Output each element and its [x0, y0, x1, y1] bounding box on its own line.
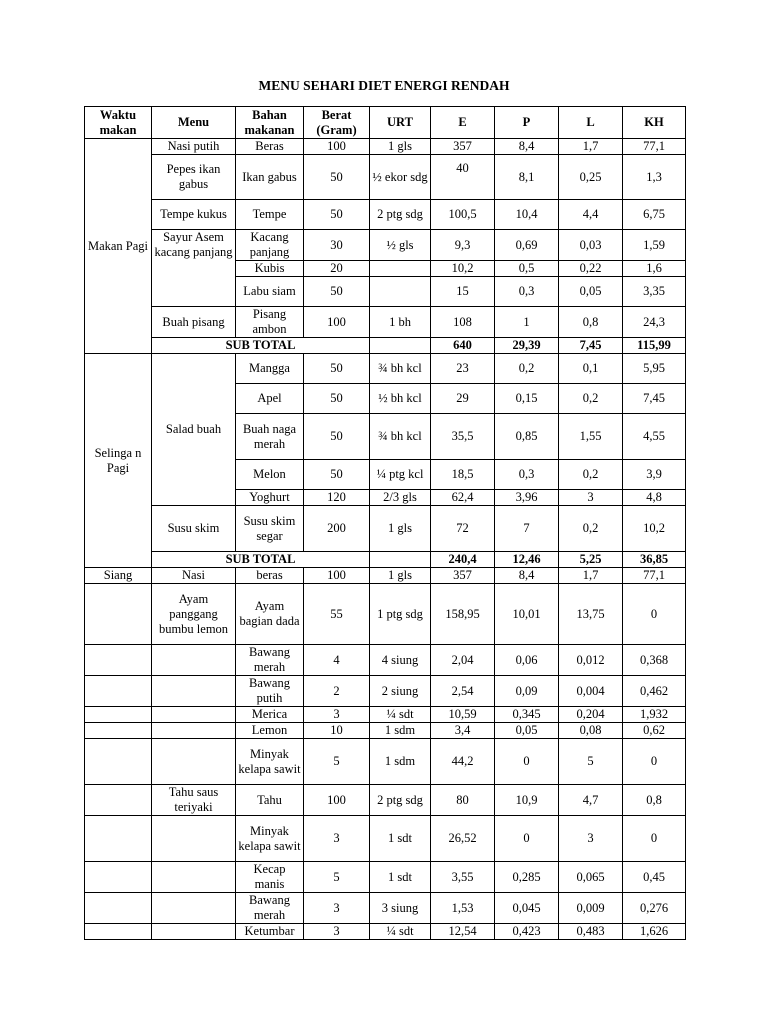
table-row	[85, 307, 686, 338]
subtotal-l: 5,25	[559, 552, 623, 568]
urt-cell: 4 siung	[370, 645, 431, 676]
e-cell: 1,53	[431, 893, 495, 924]
urt-cell: ½ bh kcl	[370, 384, 431, 414]
p-cell: 0	[495, 816, 559, 862]
table-row	[85, 568, 686, 584]
menu-cell: Ayam panggang bumbu lemon	[152, 584, 236, 645]
l-cell: 0,22	[559, 261, 623, 277]
urt-cell: 1 bh	[370, 307, 431, 338]
e-cell: 44,2	[431, 739, 495, 785]
diet-menu-table	[84, 106, 686, 940]
e-cell: 15	[431, 277, 495, 307]
subtotal-row	[85, 552, 686, 568]
berat-cell: 50	[304, 460, 370, 490]
l-cell: 4,7	[559, 785, 623, 816]
menu-cell: Susu skim	[152, 506, 236, 552]
urt-cell: 2 siung	[370, 676, 431, 707]
waktu-empty	[85, 723, 152, 739]
menu-cell: Tempe kukus	[152, 200, 236, 230]
p-cell: 0,045	[495, 893, 559, 924]
p-cell: 0,285	[495, 862, 559, 893]
berat-cell: 3	[304, 816, 370, 862]
bahan-cell: Minyak kelapa sawit	[236, 816, 304, 862]
kh-cell: 1,626	[623, 924, 686, 940]
bahan-cell: Ikan gabus	[236, 155, 304, 200]
subtotal-kh: 36,85	[623, 552, 686, 568]
berat-cell: 200	[304, 506, 370, 552]
kh-cell: 1,6	[623, 261, 686, 277]
p-cell: 0,09	[495, 676, 559, 707]
bahan-cell: Bawang merah	[236, 893, 304, 924]
waktu-empty	[85, 584, 152, 645]
kh-cell: 10,2	[623, 506, 686, 552]
urt-cell: 3 siung	[370, 893, 431, 924]
e-cell: 12,54	[431, 924, 495, 940]
bahan-cell: Kecap manis	[236, 862, 304, 893]
menu-empty	[152, 862, 236, 893]
berat-cell: 55	[304, 584, 370, 645]
table-row	[85, 739, 686, 785]
p-cell: 8,4	[495, 568, 559, 584]
kh-cell: 1,932	[623, 707, 686, 723]
berat-cell: 5	[304, 862, 370, 893]
urt-cell: ¾ bh kcl	[370, 414, 431, 460]
subtotal-e: 640	[431, 338, 495, 354]
subtotal-p: 12,46	[495, 552, 559, 568]
kh-cell: 4,8	[623, 490, 686, 506]
kh-cell: 0	[623, 584, 686, 645]
l-cell: 0,009	[559, 893, 623, 924]
e-cell: 72	[431, 506, 495, 552]
menu-cell: Pepes ikan gabus	[152, 155, 236, 200]
kh-cell: 0,276	[623, 893, 686, 924]
waktu-empty	[85, 676, 152, 707]
urt-cell: 2 ptg sdg	[370, 785, 431, 816]
bahan-cell: Kacang panjang	[236, 230, 304, 261]
e-cell: 18,5	[431, 460, 495, 490]
urt-cell: 2/3 gls	[370, 490, 431, 506]
urt-cell: 1 gls	[370, 139, 431, 155]
header-waktu: Waktu makan	[85, 107, 152, 139]
bahan-cell: Pisang ambon	[236, 307, 304, 338]
bahan-cell: Yoghurt	[236, 490, 304, 506]
subtotal-label: SUB TOTAL	[152, 552, 370, 568]
document-title: MENU SEHARI DIET ENERGI RENDAH	[258, 78, 510, 93]
bahan-cell: Tempe	[236, 200, 304, 230]
table-header-row	[85, 107, 686, 139]
urt-cell: ¼ sdt	[370, 924, 431, 940]
p-cell: 0,5	[495, 261, 559, 277]
subtotal-row	[85, 338, 686, 354]
menu-cell: Sayur Asem kacang panjang	[152, 230, 236, 307]
p-cell: 0,15	[495, 384, 559, 414]
bahan-cell: Melon	[236, 460, 304, 490]
berat-cell: 50	[304, 277, 370, 307]
table-row	[85, 200, 686, 230]
waktu-empty	[85, 924, 152, 940]
urt-cell: ¼ sdt	[370, 707, 431, 723]
p-cell: 0,3	[495, 460, 559, 490]
e-cell: 10,2	[431, 261, 495, 277]
berat-cell: 20	[304, 261, 370, 277]
waktu-empty	[85, 785, 152, 816]
l-cell: 0,05	[559, 277, 623, 307]
urt-cell	[370, 552, 431, 568]
kh-cell: 0,45	[623, 862, 686, 893]
kh-cell: 1,59	[623, 230, 686, 261]
p-cell: 0,69	[495, 230, 559, 261]
table-row	[85, 230, 686, 261]
header-berat: Berat (Gram)	[304, 107, 370, 139]
urt-cell	[370, 338, 431, 354]
p-cell: 0,3	[495, 277, 559, 307]
subtotal-p: 29,39	[495, 338, 559, 354]
bahan-cell: Bawang merah	[236, 645, 304, 676]
subtotal-e: 240,4	[431, 552, 495, 568]
berat-cell: 2	[304, 676, 370, 707]
kh-cell: 0	[623, 739, 686, 785]
menu-empty	[152, 645, 236, 676]
l-cell: 5	[559, 739, 623, 785]
p-cell: 0,423	[495, 924, 559, 940]
berat-cell: 120	[304, 490, 370, 506]
e-cell: 3,55	[431, 862, 495, 893]
berat-cell: 3	[304, 924, 370, 940]
e-cell: 62,4	[431, 490, 495, 506]
kh-cell: 3,35	[623, 277, 686, 307]
menu-empty	[152, 739, 236, 785]
berat-cell: 50	[304, 354, 370, 384]
e-cell: 35,5	[431, 414, 495, 460]
waktu-siang: Siang	[85, 568, 152, 584]
e-cell: 357	[431, 568, 495, 584]
menu-empty	[152, 893, 236, 924]
bahan-cell: Ayam bagian dada	[236, 584, 304, 645]
l-cell: 0,25	[559, 155, 623, 200]
menu-empty	[152, 707, 236, 723]
table-row	[85, 816, 686, 862]
p-cell: 7	[495, 506, 559, 552]
bahan-cell: Ketumbar	[236, 924, 304, 940]
bahan-cell: Mangga	[236, 354, 304, 384]
berat-cell: 5	[304, 739, 370, 785]
p-cell: 0,345	[495, 707, 559, 723]
berat-cell: 30	[304, 230, 370, 261]
urt-cell: 2 ptg sdg	[370, 200, 431, 230]
header-menu: Menu	[152, 107, 236, 139]
l-cell: 4,4	[559, 200, 623, 230]
kh-cell: 3,9	[623, 460, 686, 490]
kh-cell: 0,368	[623, 645, 686, 676]
menu-empty	[152, 723, 236, 739]
berat-cell: 50	[304, 384, 370, 414]
p-cell: 0	[495, 739, 559, 785]
e-cell: 100,5	[431, 200, 495, 230]
e-cell: 10,59	[431, 707, 495, 723]
l-cell: 0,2	[559, 506, 623, 552]
e-cell: 9,3	[431, 230, 495, 261]
l-cell: 0,004	[559, 676, 623, 707]
p-cell: 0,2	[495, 354, 559, 384]
l-cell: 1,55	[559, 414, 623, 460]
urt-cell: 1 sdt	[370, 816, 431, 862]
urt-cell: 1 gls	[370, 506, 431, 552]
l-cell: 0,012	[559, 645, 623, 676]
kh-cell: 5,95	[623, 354, 686, 384]
e-cell: 158,95	[431, 584, 495, 645]
waktu-empty	[85, 707, 152, 723]
l-cell: 1,7	[559, 139, 623, 155]
bahan-cell: Tahu	[236, 785, 304, 816]
p-cell: 0,05	[495, 723, 559, 739]
table-row	[85, 645, 686, 676]
e-cell: 29	[431, 384, 495, 414]
berat-cell: 100	[304, 568, 370, 584]
table-row	[85, 893, 686, 924]
urt-cell: ½ ekor sdg	[370, 155, 431, 200]
e-cell: 3,4	[431, 723, 495, 739]
l-cell: 0,8	[559, 307, 623, 338]
urt-cell: ¼ ptg kcl	[370, 460, 431, 490]
l-cell: 0,2	[559, 460, 623, 490]
waktu-selingan-pagi: Selinga n Pagi	[85, 354, 152, 568]
waktu-empty	[85, 739, 152, 785]
e-cell: 26,52	[431, 816, 495, 862]
header-urt: URT	[370, 107, 431, 139]
l-cell: 0,08	[559, 723, 623, 739]
subtotal-l: 7,45	[559, 338, 623, 354]
berat-cell: 50	[304, 155, 370, 200]
urt-cell: 1 ptg sdg	[370, 584, 431, 645]
header-l: L	[559, 107, 623, 139]
waktu-empty	[85, 816, 152, 862]
l-cell: 0,1	[559, 354, 623, 384]
p-cell: 3,96	[495, 490, 559, 506]
waktu-empty	[85, 862, 152, 893]
table-row	[85, 584, 686, 645]
urt-cell: 1 sdt	[370, 862, 431, 893]
berat-cell: 4	[304, 645, 370, 676]
table-row	[85, 924, 686, 940]
berat-cell: 100	[304, 307, 370, 338]
urt-cell	[370, 277, 431, 307]
p-cell: 0,06	[495, 645, 559, 676]
table-row	[85, 785, 686, 816]
berat-cell: 3	[304, 893, 370, 924]
berat-cell: 50	[304, 414, 370, 460]
kh-cell: 0	[623, 816, 686, 862]
header-bahan: Bahan makanan	[236, 107, 304, 139]
urt-cell: 1 sdm	[370, 739, 431, 785]
berat-cell: 3	[304, 707, 370, 723]
table-row	[85, 707, 686, 723]
kh-cell: 0,8	[623, 785, 686, 816]
menu-cell: Salad buah	[152, 354, 236, 506]
bahan-cell: Buah naga merah	[236, 414, 304, 460]
menu-cell: Nasi	[152, 568, 236, 584]
waktu-empty	[85, 645, 152, 676]
table-row	[85, 506, 686, 552]
l-cell: 3	[559, 490, 623, 506]
table-row	[85, 723, 686, 739]
e-cell: 2,04	[431, 645, 495, 676]
bahan-cell: Lemon	[236, 723, 304, 739]
e-cell: 108	[431, 307, 495, 338]
urt-cell: ½ gls	[370, 230, 431, 261]
l-cell: 0,204	[559, 707, 623, 723]
menu-empty	[152, 676, 236, 707]
menu-cell: Tahu saus teriyaki	[152, 785, 236, 816]
bahan-cell: Merica	[236, 707, 304, 723]
subtotal-kh: 115,99	[623, 338, 686, 354]
kh-cell: 0,462	[623, 676, 686, 707]
menu-empty	[152, 816, 236, 862]
e-cell: 80	[431, 785, 495, 816]
bahan-cell: Beras	[236, 139, 304, 155]
l-cell: 0,065	[559, 862, 623, 893]
header-kh: KH	[623, 107, 686, 139]
urt-cell: ¾ bh kcl	[370, 354, 431, 384]
kh-cell: 77,1	[623, 139, 686, 155]
p-cell: 10,01	[495, 584, 559, 645]
bahan-cell: Bawang putih	[236, 676, 304, 707]
kh-cell: 1,3	[623, 155, 686, 200]
p-cell: 10,4	[495, 200, 559, 230]
bahan-cell: Apel	[236, 384, 304, 414]
e-cell: 23	[431, 354, 495, 384]
table-row	[85, 139, 686, 155]
menu-cell: Nasi putih	[152, 139, 236, 155]
l-cell: 13,75	[559, 584, 623, 645]
kh-cell: 7,45	[623, 384, 686, 414]
bahan-cell: Susu skim segar	[236, 506, 304, 552]
e-cell: 357	[431, 139, 495, 155]
header-p: P	[495, 107, 559, 139]
p-cell: 0,85	[495, 414, 559, 460]
subtotal-label: SUB TOTAL	[152, 338, 370, 354]
berat-cell: 50	[304, 200, 370, 230]
l-cell: 0,03	[559, 230, 623, 261]
waktu-empty	[85, 893, 152, 924]
kh-cell: 77,1	[623, 568, 686, 584]
p-cell: 1	[495, 307, 559, 338]
berat-cell: 100	[304, 139, 370, 155]
kh-cell: 6,75	[623, 200, 686, 230]
kh-cell: 4,55	[623, 414, 686, 460]
urt-cell: 1 sdm	[370, 723, 431, 739]
urt-cell	[370, 261, 431, 277]
header-e: E	[431, 107, 495, 139]
menu-cell: Buah pisang	[152, 307, 236, 338]
table-row	[85, 676, 686, 707]
menu-empty	[152, 924, 236, 940]
berat-cell: 10	[304, 723, 370, 739]
waktu-makan-pagi: Makan Pagi	[85, 139, 152, 354]
bahan-cell: Kubis	[236, 261, 304, 277]
bahan-cell: beras	[236, 568, 304, 584]
table-row	[85, 354, 686, 384]
kh-cell: 24,3	[623, 307, 686, 338]
l-cell: 0,483	[559, 924, 623, 940]
l-cell: 0,2	[559, 384, 623, 414]
p-cell: 8,1	[495, 155, 559, 200]
p-cell: 10,9	[495, 785, 559, 816]
e-cell: 40	[431, 155, 495, 200]
bahan-cell: Labu siam	[236, 277, 304, 307]
table-row	[85, 862, 686, 893]
p-cell: 8,4	[495, 139, 559, 155]
table-row	[85, 155, 686, 200]
e-cell: 2,54	[431, 676, 495, 707]
l-cell: 1,7	[559, 568, 623, 584]
berat-cell: 100	[304, 785, 370, 816]
bahan-cell: Minyak kelapa sawit	[236, 739, 304, 785]
l-cell: 3	[559, 816, 623, 862]
kh-cell: 0,62	[623, 723, 686, 739]
urt-cell: 1 gls	[370, 568, 431, 584]
